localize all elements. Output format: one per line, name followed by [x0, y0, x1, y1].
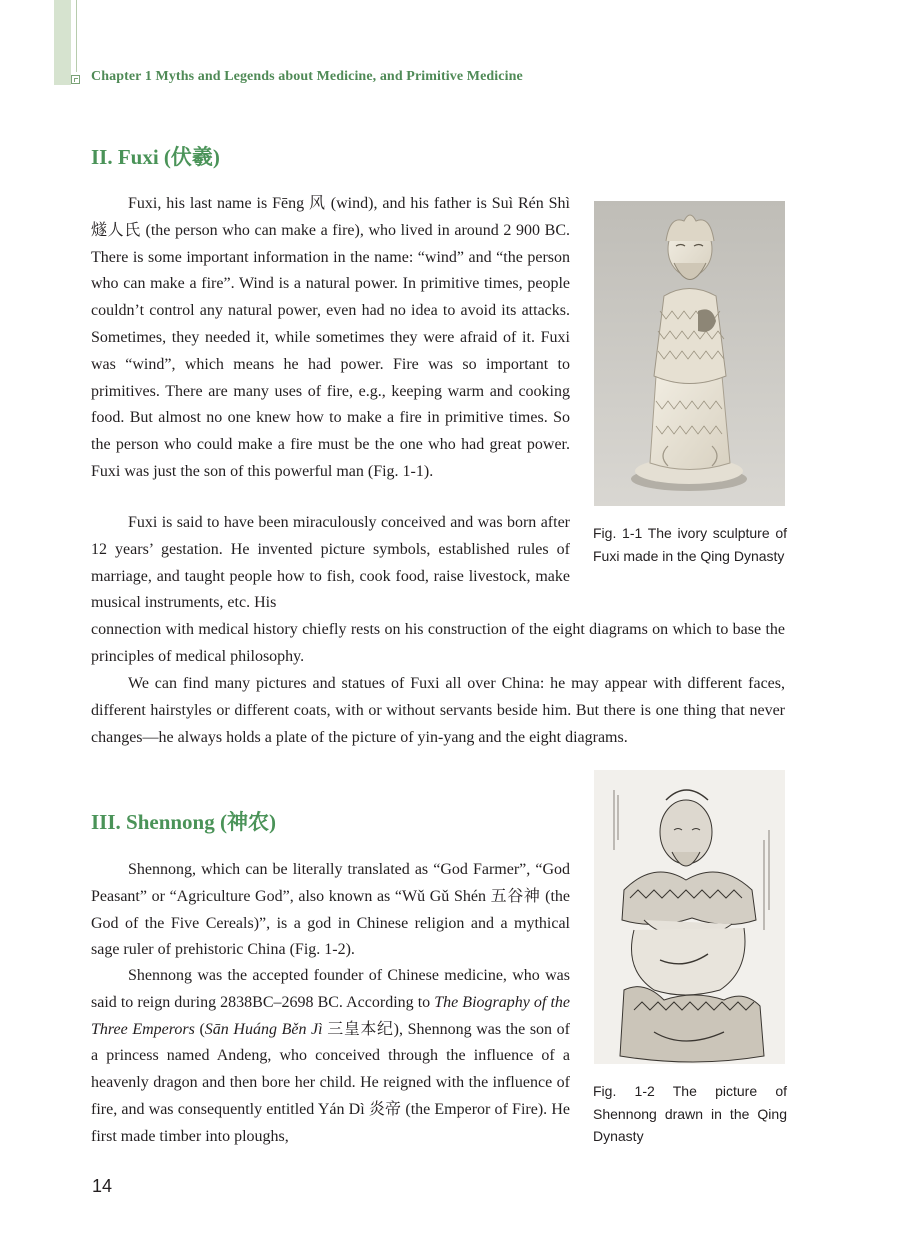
shennong-paragraph-2-part-1: Shennong was the accepted founder of Chinese medicine, who was said to reign during 2838BC–2698 BC. According to	[91, 967, 570, 1011]
figure-fuxi-ivory-sculpture	[594, 201, 785, 506]
book-title-pinyin: Sān Huáng Běn Jì	[204, 1020, 323, 1038]
section-heading-shennong: III. Shennong (神农)	[91, 810, 276, 834]
running-header: Chapter 1 Myths and Legends about Medicine, and Primitive Medicine	[91, 69, 523, 84]
page-number: 14	[92, 1176, 113, 1196]
fuxi-sculpture-illustration	[594, 201, 785, 506]
header-decoration-line	[76, 0, 77, 72]
fuxi-paragraph-1: Fuxi, his last name is Fēng 风 (wind), and his father is Suì Rén Shì 燧人氏 (the person who can make a fire), who lived in around 2 900 BC. There is some important information in the name: “wind” and “the person who can make a fire”. Wind is a natural power. In primitive times, people couldn’t control any natural power, even had no idea to avoid its attacks. Sometimes, they needed it, while sometimes they were afraid of it. Fuxi was “wind”, which means he had power. Fire was so important to primitives. There are many uses of fire, e.g., keeping warm and cooking food. But almost no one knew how to make a fire in primitive times. So the person who could make a fire must be the one who had great power. Fuxi was just the son of this powerful man (Fig. 1-1).	[91, 195, 570, 480]
fuxi-paragraph-2-end: connection with medical history chiefly rests on his construction of the eight diagrams on which to base the principles of medical philosophy.	[91, 621, 785, 665]
figure-caption-1-2: Fig. 1-2 The picture of Shennong drawn in the Qing Dynasty	[593, 1083, 787, 1144]
shennong-paragraph-1: Shennong, which can be literally translated as “God Farmer”, “God Peasant” or “Agriculture God”, also known as “Wǔ Gǔ Shén 五谷神 (the God of the Five Cereals)”, is a god in Chinese religion and a mythical sage ruler of prehistoric China (Fig. 1-2).	[91, 861, 570, 959]
figure-shennong-drawing	[594, 770, 785, 1064]
fuxi-paragraph-2-start: Fuxi is said to have been miraculously conceived and was born after 12 years’ gestation. He invented picture symbols, established rules of marriage, and taught people how to fish, cook food, raise livestock, make musical instruments, etc. His	[91, 514, 570, 612]
figure-caption-1-1: Fig. 1-1 The ivory sculpture of Fuxi made in the Qing Dynasty	[593, 525, 787, 564]
header-ornament-icon	[71, 75, 80, 84]
shennong-paragraph-2	[91, 963, 570, 1151]
shennong-paragraph-2-part-2: (	[194, 1020, 205, 1038]
fuxi-paragraph-3: We can find many pictures and statues of Fuxi all over China: he may appear with different faces, different hairstyles or different coats, with or without servants beside him. But there is one thing that never changes—he always holds a plate of the picture of yin-yang and the eight diagrams.	[91, 675, 785, 746]
header-decoration-bar	[54, 0, 71, 85]
shennong-paragraph-2-part-3: 三皇本纪), Shennong was the son of a princess named Andeng, who conceived through the influence of a heavenly dragon and then bore her child. He reigned with the influence of fire, and was consequently entitled Yán Dì 炎帝 (the Emperor of Fire). He first made timber into ploughs,	[91, 1020, 570, 1145]
shennong-drawing-illustration	[594, 770, 785, 1064]
section-heading-fuxi: II. Fuxi (伏羲)	[91, 145, 220, 169]
book-title-three-emperors: The Biography of the Three Emperors	[91, 993, 570, 1038]
